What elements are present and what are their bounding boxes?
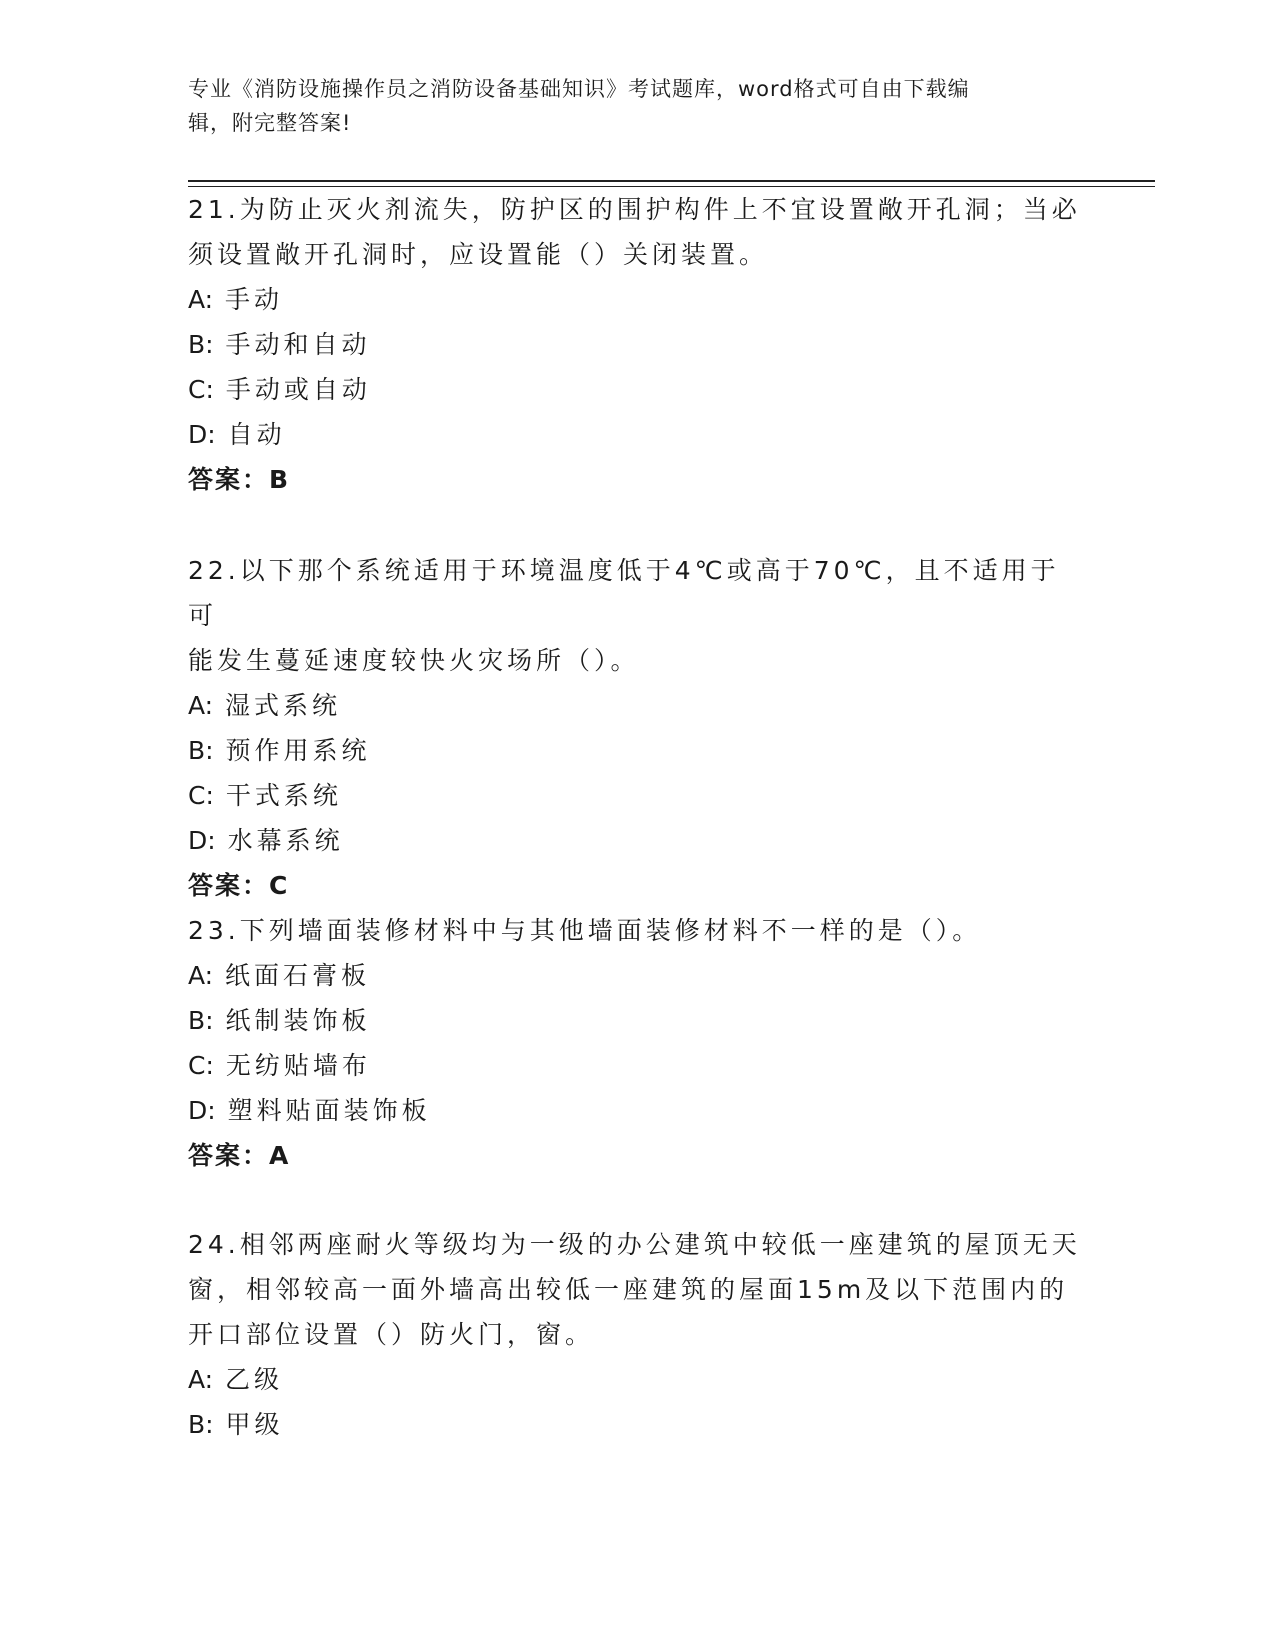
option-c: C: 干式系统 xyxy=(188,781,342,810)
option-d: D: 自动 xyxy=(188,420,286,449)
answer-label: 答案： xyxy=(188,465,270,494)
header-line-1: 专业《消防设施操作员之消防设备基础知识》考试题库，word格式可自由下载编 xyxy=(188,77,970,101)
option-b: B: 甲级 xyxy=(188,1410,284,1439)
header-line-2: 辑，附完整答案! xyxy=(188,111,352,135)
question-stem-line: 21.为防止灭火剂流失，防护区的围护构件上不宜设置敞开孔洞；当必 xyxy=(188,195,1081,224)
option-c: C: 无纺贴墙布 xyxy=(188,1051,371,1080)
answer-value: C xyxy=(269,871,290,900)
option-d: D: 水幕系统 xyxy=(188,826,344,855)
question-stem-line: 能发生蔓延速度较快火灾场所（）。 xyxy=(188,646,640,675)
answer-label: 答案： xyxy=(188,871,270,900)
answer-value: B xyxy=(269,465,291,494)
option-b: B: 纸制装饰板 xyxy=(188,1006,371,1035)
question-24 xyxy=(188,1222,1088,1447)
option-a: A: 湿式系统 xyxy=(188,691,342,720)
question-stem-line: 窗，相邻较高一面外墙高出较低一座建筑的屋面15m及以下范围内的 xyxy=(188,1275,1069,1304)
question-stem-line: 24.相邻两座耐火等级均为一级的办公建筑中较低一座建筑的屋顶无天 xyxy=(188,1230,1081,1259)
question-stem-line: 须设置敞开孔洞时，应设置能（）关闭装置。 xyxy=(188,240,769,269)
question-stem-line: 23.下列墙面装修材料中与其他墙面装修材料不一样的是（）。 xyxy=(188,916,982,945)
option-a: A: 纸面石膏板 xyxy=(188,961,371,990)
question-21 xyxy=(188,187,1088,502)
header-divider-thick xyxy=(188,180,1155,182)
question-stem-line: 22.以下那个系统适用于环境温度低于4℃或高于70℃，且不适用于可 xyxy=(188,556,1060,630)
option-a: A: 乙级 xyxy=(188,1365,284,1394)
option-b: B: 预作用系统 xyxy=(188,736,371,765)
question-23 xyxy=(188,908,1088,1178)
option-d: D: 塑料贴面装饰板 xyxy=(188,1096,431,1125)
question-22 xyxy=(188,548,1088,908)
answer-value: A xyxy=(269,1141,291,1170)
document-header xyxy=(188,72,1088,140)
option-b: B: 手动和自动 xyxy=(188,330,371,359)
option-c: C: 手动或自动 xyxy=(188,375,371,404)
answer-line xyxy=(188,1133,1088,1178)
option-a: A: 手动 xyxy=(188,285,284,314)
question-stem-line: 开口部位设置（）防火门，窗。 xyxy=(188,1320,595,1349)
answer-line xyxy=(188,863,1088,908)
answer-label: 答案： xyxy=(188,1141,270,1170)
answer-line xyxy=(188,457,1088,502)
